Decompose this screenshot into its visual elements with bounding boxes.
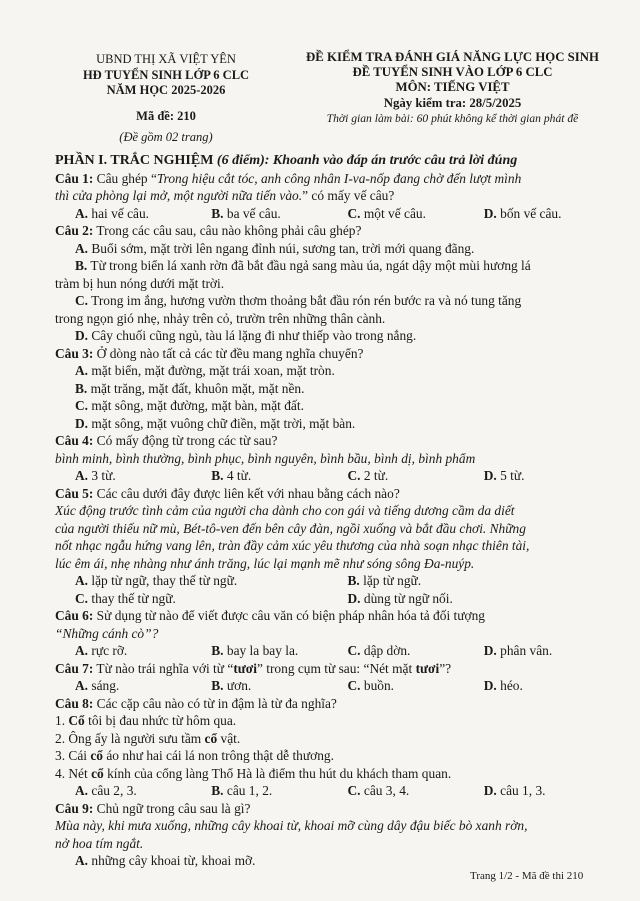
- option-c[interactable]: C. Trong im ắng, hương vườn thơm thoảng bắt đầu rón rén bước ra và nó tung tăng: [75, 293, 522, 308]
- question-2: Câu 2: Trong các câu sau, câu nào không phải câu ghép? A. Buổi sớm, mặt trời lên ngang đỉnh núi, sương tan, trời mới quang đãng. B. Từ trong biển lá xanh rờn đã bắt đầu ngả sang màu úa, ngát dậy một mùi hương lá tràm bị hun nóng dưới mặt trời. C. Trong im ắng, hương vườn thơm thoảng bắt đầu rón rén bước ra và nó tung tăng trong ngọn gió nhẹ, nhảy trên cỏ, trườn trên những thân cành. D. Cây chuối cũng ngủ, tàu lá lặng đi như thiếp vào trong nắng.: [55, 222, 620, 345]
- sentence-2: 2. Ông ấy là người sưu tầm cổ vật.: [55, 730, 241, 746]
- council-name: HĐ TUYỂN SINH LỚP 6 CLC: [82, 67, 250, 82]
- option-c[interactable]: C. dập dờn.: [347, 643, 411, 658]
- question-3: Câu 3: Ở dòng nào tất cả các từ đều mang nghĩa chuyển? A. mặt biển, mặt đường, mặt trái xoan, mặt tròn. B. mặt trăng, mặt đất, khuôn mặt, mặt nền. C. mặt sông, mặt đường, mặt bàn, mặt đất. D. mặt sông, mặt vuông chữ điền, mặt trời, mặt bàn.: [55, 345, 620, 433]
- authority-name: UBND THỊ XÃ VIỆT YÊN: [96, 52, 236, 66]
- option-a[interactable]: A. lặp từ ngữ, thay thế từ ngữ.: [75, 573, 238, 588]
- school-year: NĂM HỌC 2025-2026: [106, 83, 226, 97]
- option-b[interactable]: B. lặp từ ngữ.: [347, 573, 422, 588]
- option-b[interactable]: B. Từ trong biển lá xanh rờn đã bắt đầu ngả sang màu úa, ngát dậy một mùi hương lá: [75, 258, 531, 273]
- passage-line: nở hoa tím ngắt.: [55, 835, 144, 851]
- option-c[interactable]: C. câu 3, 4.: [347, 783, 410, 798]
- question-8: Câu 8: Các cặp câu nào có từ in đậm là từ đa nghĩa? 1. Cổ tôi bị đau nhức từ hôm qua. 2. Ông ấy là người sưu tầm cổ vật. 3. Cái cổ áo như hai cái lá non trông thật dễ thương. 4. Nét cổ kính của cổng làng Thổ Hà là điểm thu hút du khách tham quan. A. câu 2, 3. B. câu 1, 2. C. câu 3, 4. D. câu 1, 3.: [55, 695, 620, 800]
- header-left: [62, 52, 270, 146]
- option-d[interactable]: D. dùng từ ngữ nối.: [347, 590, 453, 606]
- subject: MÔN: TIẾNG VIỆT: [395, 80, 510, 95]
- q7-options: [55, 677, 620, 695]
- question-9: Câu 9: Chủ ngữ trong câu sau là gì? Mùa này, khi mưa xuống, những cây khoai từ, khoai mỡ cùng dây đậu biếc bò xanh rờn, nở hoa tím ngắt. A. những cây khoai từ, khoai mỡ.: [55, 800, 620, 870]
- exam-duration: Thời gian làm bài: 60 phút không kể thời gian phát đề: [326, 111, 579, 125]
- passage-line: Xúc động trước tình cảm của người cha dành cho con gái và tiếng dương cầm da diết: [55, 503, 515, 518]
- option-b[interactable]: B. ba vế câu.: [211, 205, 281, 221]
- sentence-3: 3. Cái cổ áo như hai cái lá non trông thật dễ thương.: [55, 748, 334, 763]
- question-4: Câu 4: Có mấy động từ trong các từ sau? bình minh, bình thường, bình phục, bình nguyên, bình bầu, bình dị, bình phẩm A. 3 từ. B. 4 từ. C. 2 từ. D. 5 từ.: [55, 432, 620, 485]
- option-c[interactable]: C. một vế câu.: [347, 205, 426, 221]
- passage-line: Mùa này, khi mưa xuống, những cây khoai từ, khoai mỡ cùng dây đậu biếc bò xanh rờn,: [55, 818, 528, 833]
- option-d[interactable]: D. phân vân.: [483, 643, 553, 658]
- header-right: [300, 50, 605, 126]
- option-c-cont: trong ngọn gió nhẹ, nhảy trên cỏ, trườn trên những thân cành.: [55, 310, 386, 326]
- passage-line: của người thiếu nữ mù, Bét-tô-ven đến bên cây đàn, ngồi xuống và bắt đầu chơi. Những: [55, 520, 526, 536]
- q5-options-row1: [55, 572, 620, 590]
- option-a[interactable]: A. những cây khoai từ, khoai mỡ.: [75, 853, 256, 868]
- option-a[interactable]: A. rực rỡ.: [75, 643, 128, 658]
- option-a[interactable]: A. Buổi sớm, mặt trời lên ngang đỉnh núi, sương tan, trời mới quang đãng.: [75, 240, 475, 256]
- q4-options: [55, 467, 620, 485]
- option-b[interactable]: B. bay la bay la.: [211, 643, 299, 658]
- option-d[interactable]: D. mặt sông, mặt vuông chữ điền, mặt trời, mặt bàn.: [75, 415, 356, 431]
- q1-options: [55, 205, 620, 223]
- option-a[interactable]: A. sáng.: [75, 678, 120, 693]
- option-b[interactable]: B. ươn.: [211, 678, 252, 693]
- option-d[interactable]: D. héo.: [483, 678, 523, 693]
- option-c[interactable]: C. thay thế từ ngữ.: [75, 590, 176, 606]
- option-d[interactable]: D. Cây chuối cũng ngủ, tàu lá lặng đi như thiếp vào trong nắng.: [75, 328, 417, 343]
- question-6: Câu 6: Sử dụng từ nào để viết được câu văn có biện pháp nhân hóa tả đối tượng “Những cánh cò”? A. rực rỡ. B. bay la bay la. C. dập dờn. D. phân vân.: [55, 607, 620, 660]
- passage-line: nốt nhạc ngẫu hứng vang lên, tràn đầy cảm xúc yêu thương của nhà soạn nhạc thiên tài,: [55, 538, 530, 553]
- exam-title: ĐỀ KIỂM TRA ĐÁNH GIÁ NĂNG LỰC HỌC SINH: [306, 50, 599, 64]
- exam-body: [55, 152, 620, 870]
- option-b[interactable]: B. mặt trăng, mặt đất, khuôn mặt, mặt nền.: [75, 380, 305, 396]
- page-footer: Trang 1/2 - Mã đề thi 210: [470, 870, 584, 882]
- option-a[interactable]: A. mặt biển, mặt đường, mặt trái xoan, mặt tròn.: [75, 363, 335, 378]
- option-c[interactable]: C. 2 từ.: [347, 468, 389, 483]
- word-list: bình minh, bình thường, bình phục, bình nguyên, bình bầu, bình dị, bình phẩm: [55, 450, 476, 466]
- q6-options: [55, 642, 620, 660]
- option-d[interactable]: D. bốn vế câu.: [483, 205, 562, 221]
- target-object: “Những cánh cò”?: [55, 625, 159, 641]
- q8-options: [55, 782, 620, 800]
- option-c[interactable]: C. mặt sông, mặt đường, mặt bàn, mặt đất.: [75, 398, 304, 413]
- passage-line: lúc êm ái, nhẹ nhàng như ánh trăng, lúc lại mạnh mẽ như sóng sông Đa-nuýp.: [55, 555, 475, 571]
- option-b[interactable]: B. câu 1, 2.: [211, 783, 273, 798]
- exam-subtitle: ĐỀ TUYỂN SINH VÀO LỚP 6 CLC: [352, 65, 553, 80]
- exam-date: Ngày kiểm tra: 28/5/2025: [383, 95, 522, 110]
- option-d[interactable]: D. câu 1, 3.: [483, 783, 546, 798]
- question-1: Câu 1: Câu ghép “Trong hiệu cắt tóc, anh công nhân I-va-nốp đang chờ đến lượt mình thì cửa phòng lại mở, một người nữa tiến vào.” có mấy vế câu? A. hai vế câu. B. ba vế câu. C. một vế câu. D. bốn vế câu.: [55, 170, 620, 223]
- option-d[interactable]: D. 5 từ.: [483, 468, 525, 483]
- option-a[interactable]: A. hai vế câu.: [75, 205, 150, 221]
- question-7: Câu 7: Từ nào trái nghĩa với từ “tươi” trong cụm từ sau: “Nét mặt tươi”? A. sáng. B. ươn. C. buồn. D. héo.: [55, 660, 620, 695]
- section-title: PHẦN I. TRẮC NGHIỆM (6 điểm): Khoanh vào đáp án trước câu trả lời đúng: [55, 153, 518, 168]
- exam-code: Mã đề: 210: [136, 108, 196, 123]
- option-b-cont: tràm bị hun nóng dưới mặt trời.: [55, 275, 225, 291]
- sentence-1: 1. Cổ tôi bị đau nhức từ hôm qua.: [55, 713, 237, 728]
- page-count-note: (Đề gồm 02 trang): [119, 130, 213, 144]
- option-c[interactable]: C. buồn.: [347, 678, 395, 693]
- option-b[interactable]: B. 4 từ.: [211, 468, 252, 483]
- q5-options-row2: [55, 590, 620, 608]
- question-5: Câu 5: Các câu dưới đây được liên kết với nhau bằng cách nào? Xúc động trước tình cảm của người cha dành cho con gái và tiếng dương cầm da diết của người thiếu nữ mù, Bét-tô-ven đến bên cây đàn, ngồi xuống và bắt đầu chơi. Những nốt nhạc ngẫu hứng vang lên, tràn đầy cảm xúc yêu thương của nhà soạn nhạc thiên tài, lúc êm ái, nhẹ nhàng như ánh trăng, lúc lại mạnh mẽ như sóng sông Đa-nuýp. A. lặp từ ngữ, thay thế từ ngữ. B. lặp từ ngữ. C. thay thế từ ngữ. D. dùng từ ngữ nối.: [55, 485, 620, 608]
- sentence-4: 4. Nét cổ kính của cổng làng Thổ Hà là điểm thu hút du khách tham quan.: [55, 765, 452, 781]
- option-a[interactable]: A. câu 2, 3.: [75, 783, 137, 798]
- option-a[interactable]: A. 3 từ.: [75, 468, 116, 483]
